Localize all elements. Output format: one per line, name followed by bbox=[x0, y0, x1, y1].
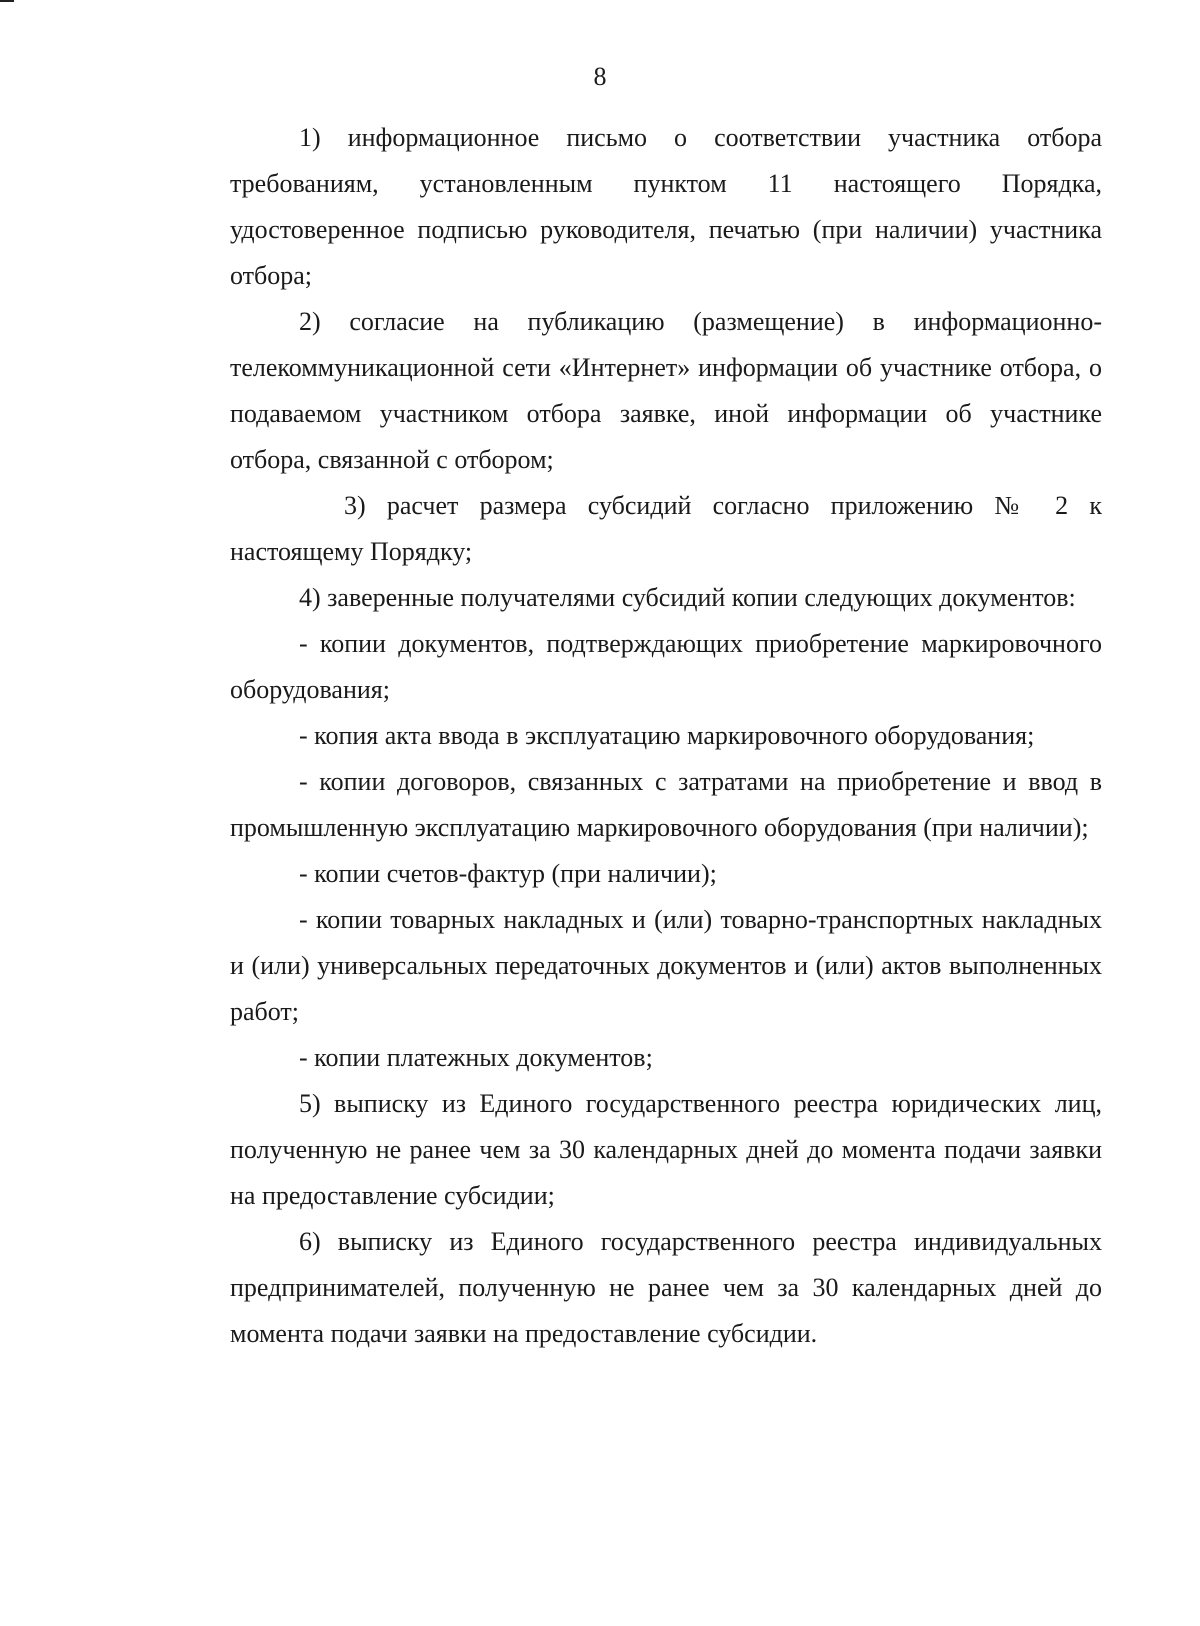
page-number: 8 bbox=[593, 62, 607, 91]
list-item-commissioning-act: - копия акта ввода в эксплуатацию маркировочного оборудования; bbox=[299, 721, 1035, 750]
scan-corner-mark bbox=[0, 0, 14, 2]
paragraph-item-3: 3) расчет размера субсидий согласно приложению № 2 к настоящему Порядку; bbox=[230, 491, 1102, 566]
paragraph-item-2: 2) согласие на публикацию (размещение) в информационно-телекоммуникационной сети «Интернет» информации об участнике отбора, о подаваемом участником отбора заявке, иной информации об участнике отбора, связанной с отбором; bbox=[230, 307, 1102, 474]
list-item-purchase-docs: - копии документов, подтверждающих приобретение маркировочного оборудования; bbox=[230, 629, 1102, 704]
document-body bbox=[230, 115, 1102, 1357]
list-item-invoices: - копии счетов-фактур (при наличии); bbox=[299, 859, 717, 888]
paragraph-item-5: 5) выписку из Единого государственного реестра юридических лиц, полученную не ранее чем за 30 календарных дней до момента подачи заявки на предоставление субсидии; bbox=[230, 1089, 1102, 1210]
paragraph-item-4: 4) заверенные получателями субсидий копии следующих документов: bbox=[299, 583, 1076, 612]
list-item-waybills: - копии товарных накладных и (или) товарно-транспортных накладных и (или) универсальных передаточных документов и (или) актов выполненных работ; bbox=[230, 905, 1102, 1026]
paragraph-item-1: 1) информационное письмо о соответствии участника отбора требованиям, установленным пунктом 11 настоящего Порядка, удостоверенное подписью руководителя, печатью (при наличии) участника отбора; bbox=[230, 123, 1102, 290]
list-item-payment-docs: - копии платежных документов; bbox=[299, 1043, 653, 1072]
paragraph-item-6: 6) выписку из Единого государственного реестра индивидуальных предпринимателей, полученную не ранее чем за 30 календарных дней до момента подачи заявки на предоставление субсидии. bbox=[230, 1227, 1102, 1348]
list-item-contracts: - копии договоров, связанных с затратами на приобретение и ввод в промышленную эксплуатацию маркировочного оборудования (при наличии); bbox=[230, 767, 1102, 842]
